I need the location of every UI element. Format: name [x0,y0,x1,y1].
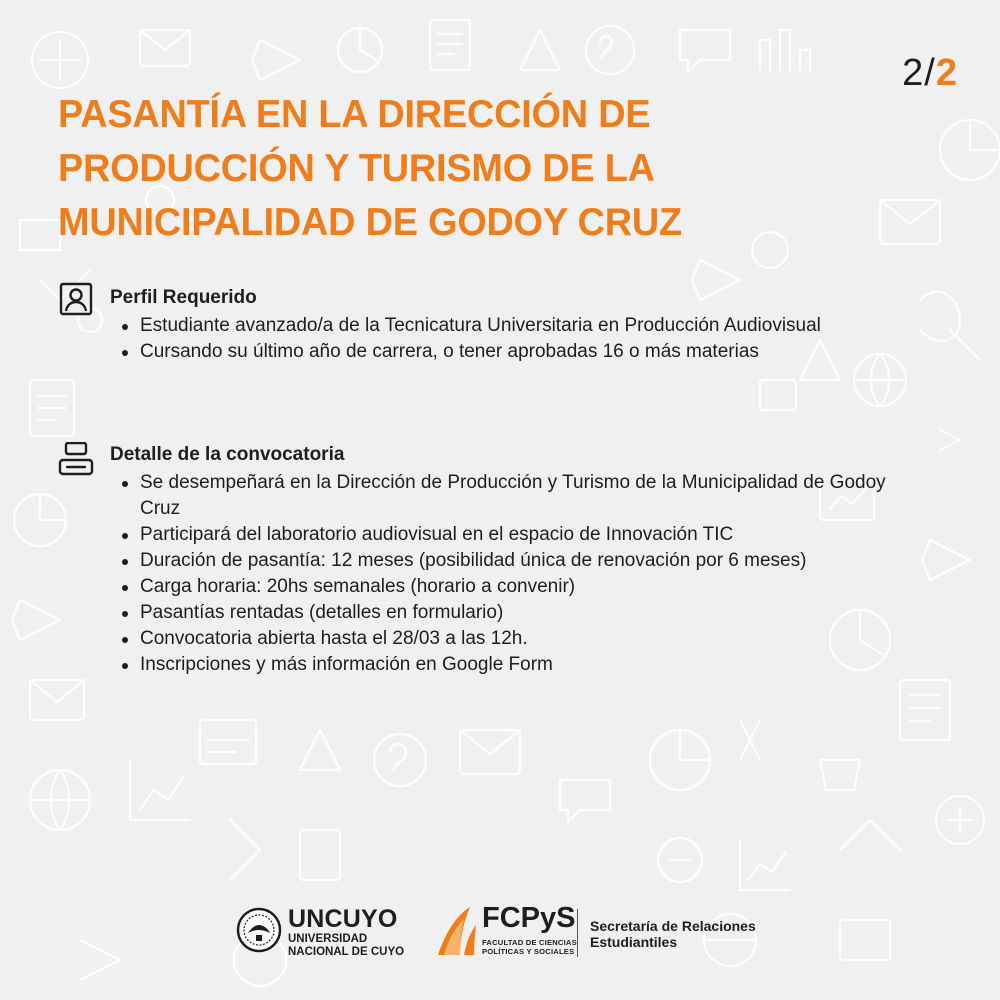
footer-logos [0,895,1000,975]
list-item: Carga horaria: 20hs semanales (horario a convenir) [120,574,900,600]
section-header [58,285,938,311]
section-heading: Perfil Requerido [110,287,257,308]
list-item: Convocatoria abierta hasta el 28/03 a las 12h. [120,626,900,652]
footer-divider [577,909,578,957]
page-title: PASANTÍA EN LA DIRECCIÓN DE PRODUCCIÓN Y TURISMO DE LA MUNICIPALIDAD DE GODOY CRUZ [58,93,682,244]
user-profile-icon [58,282,94,318]
list-item: Pasantías rentadas (detalles en formulario) [120,600,900,626]
list-item: Duración de pasantía: 12 meses (posibilidad única de renovación por 6 meses) [120,548,900,574]
bullet-list [120,470,900,678]
uncuyo-seal-icon [236,907,282,953]
fcpys-sail-logo-icon [434,903,478,959]
section-heading: Detalle de la convocatoria [110,444,345,465]
form-fields-icon [58,442,94,478]
list-item: Estudiante avanzado/a de la Tecnicatura Universitaria en Producción Audiovisual [120,313,938,339]
pager-current-left: 2 [902,52,925,94]
list-item: Cursando su último año de carrera, o tener aprobadas 16 o más materias [120,339,938,365]
fcpys-line2: POLÍTICAS Y SOCIALES [482,947,575,956]
pager-separator: / [924,52,936,94]
uncuyo-subtitle [288,933,404,959]
bullet-list [120,313,938,365]
fcpys-subtitle [482,938,577,956]
secretaria-line2: Estudiantiles [590,934,678,950]
section-perfil-requerido [58,285,938,365]
uncuyo-line2: NACIONAL DE CUYO [288,946,405,958]
pager-total: 2 [935,52,958,94]
uncuyo-name: UNCUYO [288,905,398,933]
secretaria-label [590,918,756,950]
list-item: Se desempeñará en la Dirección de Producción y Turismo de la Municipalidad de Godoy Cruz [120,470,900,522]
secretaria-line1: Secretaría de Relaciones [590,918,756,934]
page-indicator [902,52,958,95]
section-detalle-convocatoria [58,442,938,678]
list-item: Participará del laboratorio audiovisual en el espacio de Innovación TIC [120,522,900,548]
section-header [58,442,938,468]
fcpys-name: FCPyS [482,902,576,934]
fcpys-line1: FACULTAD DE CIENCIAS [482,938,577,947]
list-item: Inscripciones y más información en Google Form [120,652,900,678]
uncuyo-line1: UNIVERSIDAD [288,933,368,945]
